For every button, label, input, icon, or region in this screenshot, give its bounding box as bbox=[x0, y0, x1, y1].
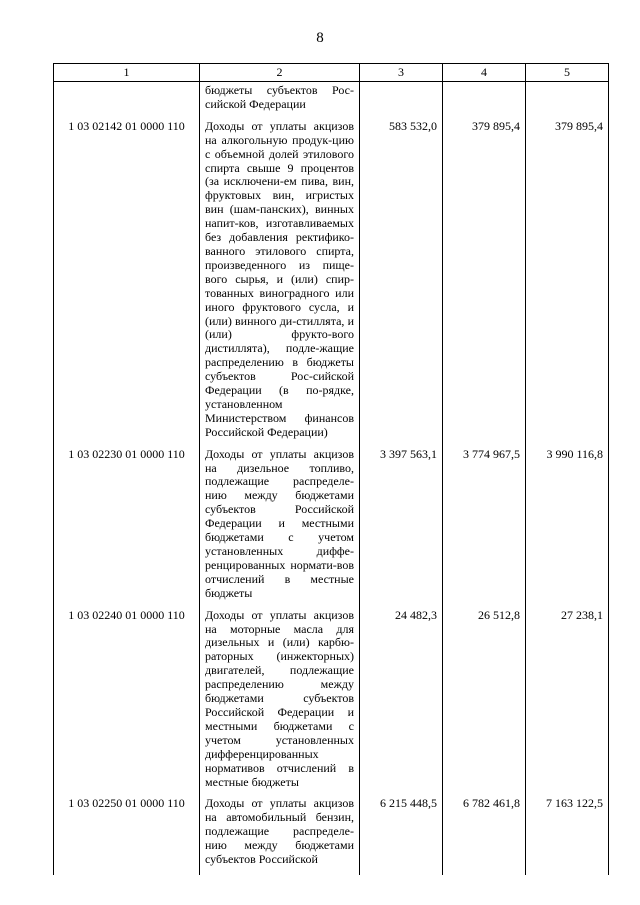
table-header-row bbox=[54, 64, 609, 82]
table-row bbox=[54, 609, 609, 798]
table-row bbox=[54, 797, 609, 875]
budget-code-cell: 1 03 02142 01 0000 110 bbox=[54, 120, 200, 448]
budget-code-cell: 1 03 02250 01 0000 110 bbox=[54, 797, 200, 875]
table-row bbox=[54, 448, 609, 609]
value-cell-col5: 27 238,1 bbox=[526, 609, 609, 798]
column-header-5: 5 bbox=[526, 64, 609, 82]
budget-code-cell: 1 03 02240 01 0000 110 bbox=[54, 609, 200, 798]
column-header-1: 1 bbox=[54, 64, 200, 82]
value-cell-col3: 583 532,0 bbox=[360, 120, 443, 448]
description-cell: бюджеты субъектов Рос-сийской Федерации bbox=[200, 82, 360, 120]
value-cell-col3: 24 482,3 bbox=[360, 609, 443, 798]
column-header-2: 2 bbox=[200, 64, 360, 82]
value-cell-col4 bbox=[443, 82, 526, 120]
value-cell-col4: 26 512,8 bbox=[443, 609, 526, 798]
value-cell-col3: 6 215 448,5 bbox=[360, 797, 443, 875]
value-cell-col4: 3 774 967,5 bbox=[443, 448, 526, 609]
budget-code-cell: 1 03 02230 01 0000 110 bbox=[54, 448, 200, 609]
column-header-3: 3 bbox=[360, 64, 443, 82]
value-cell-col3 bbox=[360, 82, 443, 120]
description-cell: Доходы от уплаты акцизов на дизельное топливо, подлежащие распределе-нию между бюджетами субъектов Российской Федерации и местными бюджетами с учетом установленных диффе-ренцированных нормати-вов отчислений в местные бюджеты bbox=[200, 448, 360, 609]
value-cell-col3: 3 397 563,1 bbox=[360, 448, 443, 609]
page-number: 8 bbox=[316, 30, 324, 46]
value-cell-col5 bbox=[526, 82, 609, 120]
column-header-4: 4 bbox=[443, 64, 526, 82]
description-cell: Доходы от уплаты акцизов на автомобильный бензин, подлежащие распределе-нию между бюджетами субъектов Российской bbox=[200, 797, 360, 875]
value-cell-col5: 3 990 116,8 bbox=[526, 448, 609, 609]
value-cell-col5: 7 163 122,5 bbox=[526, 797, 609, 875]
budget-revenue-table bbox=[53, 63, 609, 875]
value-cell-col4: 6 782 461,8 bbox=[443, 797, 526, 875]
value-cell-col5: 379 895,4 bbox=[526, 120, 609, 448]
budget-code-cell bbox=[54, 82, 200, 120]
table-row bbox=[54, 120, 609, 448]
value-cell-col4: 379 895,4 bbox=[443, 120, 526, 448]
table-row bbox=[54, 82, 609, 120]
description-cell: Доходы от уплаты акцизов на алкогольную продук-цию с объемной долей этилового спирта свыше 9 процентов (за исключени-ем пива, вин, фруктовых вин, игристых вин (шам-панских), винных напит-ков, изготавливаемых без добавления ректифико-ванного этилового спирта, произведенного из пище-вого сырья, и (или) спир-тованных виноградного или иного фруктового сусла, и (или) винного ди-стиллята, и (или) фрукто-вого дистиллята), подле-жащие распределению в бюджеты субъектов Рос-сийской Федерации (в по-рядке, установленном Министерством финансов Российской Федерации) bbox=[200, 120, 360, 448]
description-cell: Доходы от уплаты акцизов на моторные масла для дизельных и (или) карбю-раторных (инжекторных) двигателей, подлежащие распределению между бюджетами субъектов Российской Федерации и местными бюджетами с учетом установленных дифференцированных нормативов отчислений в местные бюджеты bbox=[200, 609, 360, 798]
